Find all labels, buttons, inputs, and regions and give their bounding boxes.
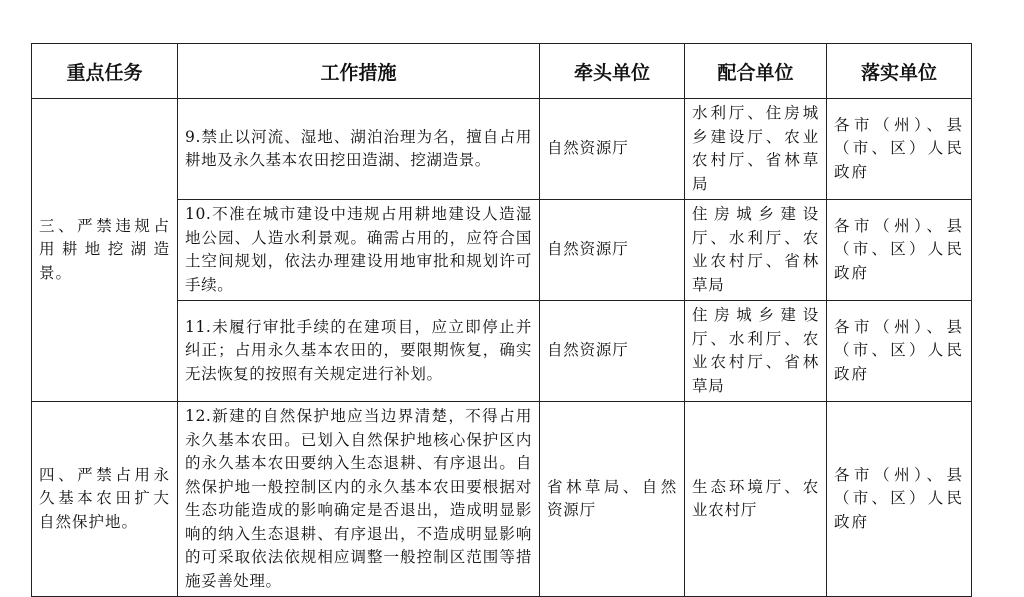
lead-unit-cell — [540, 301, 685, 402]
header-measures: 工作措施 — [178, 44, 540, 99]
measure-cell — [178, 99, 540, 200]
header-key-task: 重点任务 — [32, 44, 178, 99]
lead-unit-cell — [540, 200, 685, 301]
cooperating-unit-cell — [685, 200, 827, 301]
implementing-unit-cell — [827, 402, 972, 597]
measure-text: 12.新建的自然保护地应当边界清楚，不得占用永久基本农田。已划入自然保护地核心保护区内的永久基本农田要纳入生态退耕、有序退出。自然保护地一般控制区内的永久基本农田要根据对生态功能造成的影响确定是否退出，造成明显影响的纳入生态退耕、有序退出，不造成明显影响的可采取依法依规相应调整一般控制区范围等措施妥善处理。 — [185, 407, 532, 590]
measure-text: 11.未履行审批手续的在建项目，应立即停止并纠正；占用永久基本农田的，要限期恢复，确实无法恢复的按照有关规定进行补划。 — [185, 317, 532, 383]
implementing-unit-cell — [827, 99, 972, 200]
cooperating-unit-text: 生态环境厅、农业农村厅 — [692, 477, 819, 519]
header-lead-unit: 牵头单位 — [540, 44, 685, 99]
cooperating-unit-cell — [685, 99, 827, 200]
cooperating-unit-cell — [685, 402, 827, 597]
policy-table — [31, 43, 972, 597]
header-cooperating-unit: 配合单位 — [685, 44, 827, 99]
measure-text: 9.禁止以河流、湿地、湖泊治理为名，擅自占用耕地及永久基本农田挖田造湖、挖湖造景。 — [185, 127, 532, 169]
table-row — [32, 99, 972, 200]
measure-cell — [178, 200, 540, 301]
implementing-unit-text: 各市（州）、县（市、区）人民政府 — [834, 115, 964, 181]
cooperating-unit-text: 住房城乡建设厅、水利厅、农业农村厅、省林草局 — [692, 306, 819, 395]
lead-unit-text: 自然资源厅 — [547, 240, 629, 259]
task-text: 四、严禁占用永久基本农田扩大自然保护地。 — [39, 465, 170, 531]
implementing-unit-text: 各市（州）、县（市、区）人民政府 — [834, 465, 964, 531]
implementing-unit-cell — [827, 200, 972, 301]
task-cell — [32, 402, 178, 597]
cooperating-unit-text: 水利厅、住房城乡建设厅、农业农村厅、省林草局 — [692, 104, 819, 193]
task-text: 三、严禁违规占用耕地挖湖造景。 — [39, 216, 170, 282]
lead-unit-text: 省林草局、自然资源厅 — [547, 477, 677, 519]
task-cell — [32, 99, 178, 402]
measure-text: 10.不准在城市建设中违规占用耕地建设人造湿地公园、人造水利景观。确需占用的，应符合国土空间规划，依法办理建设用地审批和规划许可手续。 — [185, 205, 532, 294]
lead-unit-cell — [540, 402, 685, 597]
header-implementing-unit: 落实单位 — [827, 44, 972, 99]
table-row — [32, 402, 972, 597]
implementing-unit-text: 各市（州）、县（市、区）人民政府 — [834, 216, 964, 282]
lead-unit-cell — [540, 99, 685, 200]
cooperating-unit-cell — [685, 301, 827, 402]
implementing-unit-text: 各市（州）、县（市、区）人民政府 — [834, 317, 964, 383]
lead-unit-text: 自然资源厅 — [547, 139, 629, 158]
lead-unit-text: 自然资源厅 — [547, 341, 629, 360]
implementing-unit-cell — [827, 301, 972, 402]
table-header-row — [32, 44, 972, 99]
measure-cell — [178, 301, 540, 402]
cooperating-unit-text: 住房城乡建设厅、水利厅、农业农村厅、省林草局 — [692, 205, 819, 294]
measure-cell — [178, 402, 540, 597]
